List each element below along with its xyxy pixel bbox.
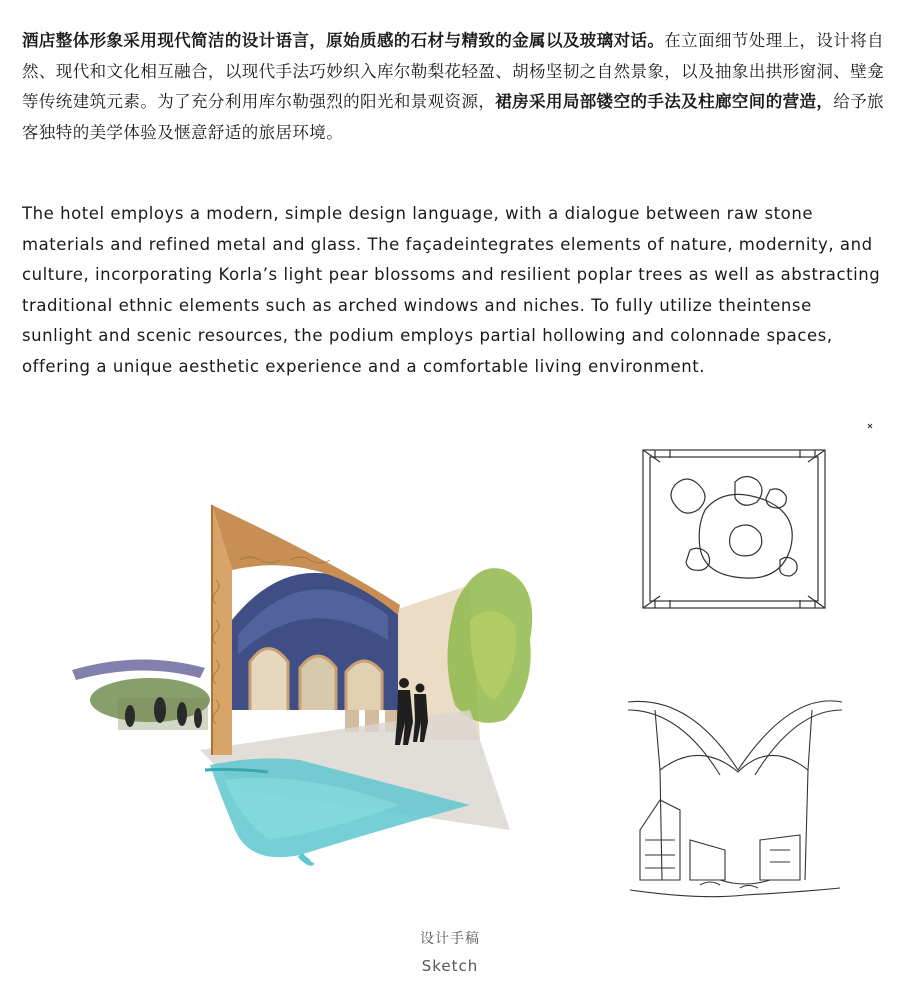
perspective-sketch: [628, 701, 842, 897]
caption-english: Sketch: [421, 957, 479, 975]
watercolor-rendering: [72, 505, 532, 863]
intro-bold-1: 酒店整体形象采用现代简洁的设计语言，原始质感的石材与精致的金属以及玻璃对话。: [22, 31, 665, 50]
plan-sketch: [643, 424, 872, 608]
intro-normal-1: 在立面细节处理上，设计将自然、现代和文化相互融合，以现代手法巧妙织入库尔勒梨花轻盈、胡杨坚韧之自然景象，以及抽象出拱形窗洞、壁龛等传统建筑元素。为了充分利用库尔勒强烈的阳光和景观资源，: [22, 31, 885, 111]
sketch-figure: [0, 410, 900, 920]
intro-english-paragraph: The hotel employs a modern, simple design language, with a dialogue between raw stone materials and refined metal and glass. The façadeintegrates elements of nature, modernity, and culture, incorporating Korla’s light pear blossoms and resilient poplar trees as well as abstracting traditional ethnic elements such as arched windows and niches. To fully utilize theintense sunlight and scenic resources, the podium employs partial hollowing and colonnade spaces, offering a unique aesthetic experience and a comfortable living environment.: [22, 204, 881, 376]
intro-chinese-paragraph: [22, 26, 884, 148]
intro-bold-2: 裙房采用局部镂空的手法及柱廊空间的营造，: [495, 92, 834, 111]
intro-normal-2: 给予旅客独特的美学体验及惬意舒适的旅居环境。: [22, 92, 885, 142]
caption-chinese: 设计手稿: [420, 931, 480, 947]
